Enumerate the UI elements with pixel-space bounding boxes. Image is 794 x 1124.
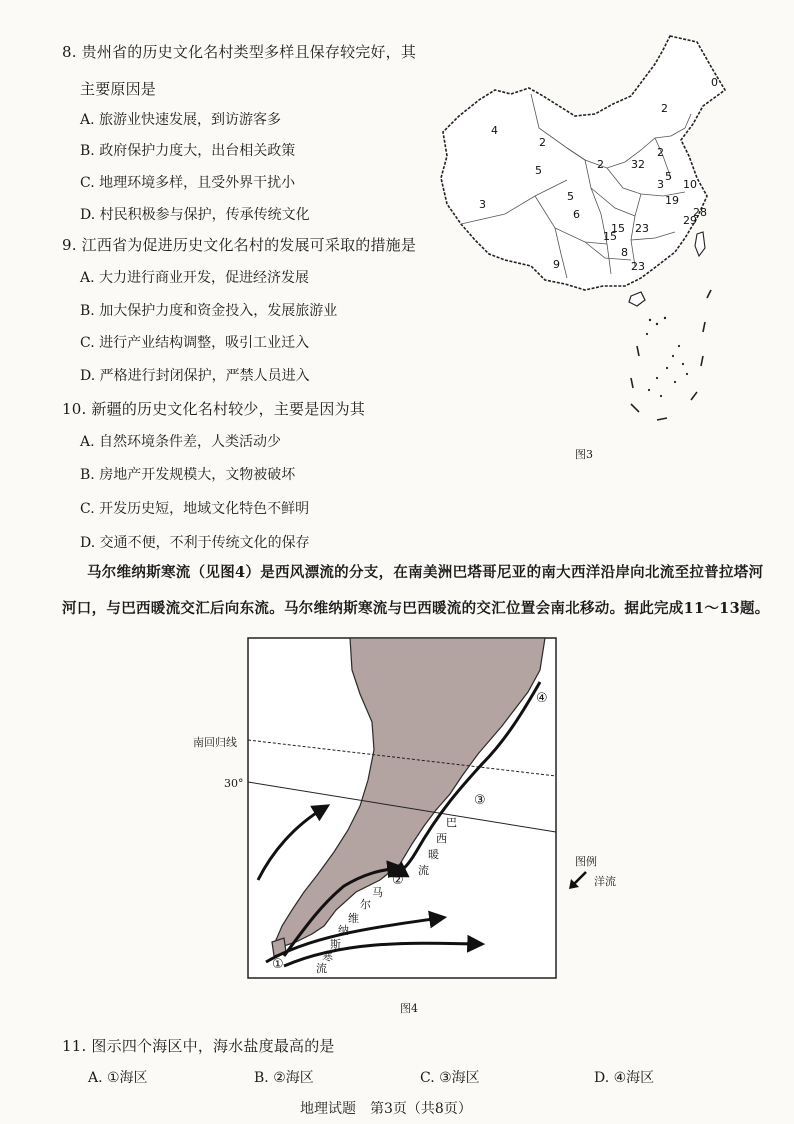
sea-area-marker: ② — [392, 873, 404, 888]
legend-title: 图例 — [575, 855, 597, 868]
figure4-caption: 图4 — [400, 1002, 418, 1015]
q10-option-c: C. 开发历史短，地域文化特色不鲜明 — [80, 501, 310, 517]
legend-current-label: 洋流 — [594, 875, 616, 888]
page-footer: 地理试题 第3页（共8页） — [300, 1101, 472, 1117]
province-number: 3 — [479, 198, 486, 211]
brazil-current-char: 暖 — [428, 848, 439, 861]
q8-option-c: C. 地理环境多样，且受外界干扰小 — [80, 175, 296, 191]
province-number: 32 — [631, 158, 645, 171]
nine-dash-line — [631, 290, 711, 420]
province-number: 0 — [711, 76, 718, 89]
q8-option-a: A. 旅游业快速发展，到访游客多 — [80, 112, 282, 128]
sea-area-marker: ④ — [536, 691, 548, 706]
province-number: 23 — [635, 222, 649, 235]
figure3-caption: 图3 — [575, 448, 593, 461]
q10-stem: 10. 新疆的历史文化名村较少，主要是因为其 — [62, 400, 366, 418]
china-outline — [441, 36, 725, 290]
brazil-current-char: 流 — [418, 864, 429, 877]
q11-option-d: D. ④海区 — [594, 1070, 655, 1086]
brazil-current-char: 巴 — [446, 816, 457, 829]
intro-line1: 马尔维纳斯寒流（见图4）是西风漂流的分支，在南美洲巴塔哥尼亚的南大西洋沿岸向北流至拉普拉塔河 — [87, 564, 764, 581]
intro-line2: 河口，与巴西暖流交汇后向东流。马尔维纳斯寒流与巴西暖流的交汇位置会南北移动。据此完成11～13题。 — [62, 600, 770, 617]
malvinas-current-char: 斯 — [330, 938, 341, 951]
tropic-label: 南回归线 — [193, 736, 237, 749]
figure4-south-america-map — [240, 630, 580, 990]
q9-stem: 9. 江西省为促进历史文化名村的发展可采取的措施是 — [62, 236, 417, 254]
province-number: 23 — [631, 260, 645, 273]
malvinas-current-char: 流 — [316, 962, 327, 975]
province-number: 4 — [491, 124, 498, 137]
province-number: 8 — [621, 246, 628, 259]
south-china-sea-islands — [646, 317, 688, 397]
q8-option-b: B. 政府保护力度大，出台相关政策 — [80, 143, 296, 159]
hainan-island — [629, 292, 645, 306]
q9-option-b: B. 加大保护力度和资金投入，发展旅游业 — [80, 303, 338, 319]
province-number: 2 — [597, 158, 604, 171]
malvinas-current-char: 马 — [372, 886, 383, 899]
province-number: 5 — [535, 164, 542, 177]
latitude-30-label: 30° — [224, 777, 244, 790]
q8-option-d: D. 村民积极参与保护，传承传统文化 — [80, 207, 310, 223]
q9-option-d: D. 严格进行封闭保护，严禁人员进入 — [80, 368, 310, 384]
sea-area-marker: ① — [272, 957, 284, 972]
malvinas-current-char: 尔 — [360, 898, 371, 911]
q8-stem-line1: 8. 贵州省的历史文化名村类型多样且保存较完好，其 — [62, 43, 417, 61]
q10-option-d: D. 交通不便，不利于传统文化的保存 — [80, 535, 310, 551]
malvinas-current-char: 维 — [348, 912, 359, 925]
q8-stem-line2: 主要原因是 — [80, 80, 157, 98]
taiwan-island — [695, 232, 705, 256]
q11-stem: 11. 图示四个海区中，海水盐度最高的是 — [62, 1037, 335, 1055]
malvinas-current-char: 寒 — [322, 950, 333, 963]
q10-option-b: B. 房地产开发规模大，文物被破坏 — [80, 467, 296, 483]
province-number: 5 — [665, 170, 672, 183]
province-number: 9 — [553, 258, 560, 271]
q11-option-b: B. ②海区 — [254, 1070, 314, 1086]
province-number: 28 — [693, 206, 707, 219]
legend-arrow-icon — [566, 868, 590, 892]
province-number: 3 — [657, 178, 664, 191]
brazil-current-char: 西 — [436, 832, 447, 845]
province-number: 29 — [683, 214, 697, 227]
province-number: 19 — [665, 194, 679, 207]
q9-option-c: C. 进行产业结构调整，吸引工业迁入 — [80, 335, 310, 351]
q11-option-c: C. ③海区 — [420, 1070, 480, 1086]
province-number: 6 — [573, 208, 580, 221]
province-number: 5 — [567, 190, 574, 203]
figure3-china-map — [435, 28, 735, 428]
province-number: 2 — [539, 136, 546, 149]
malvinas-current-char: 纳 — [338, 924, 349, 937]
province-number: 15 — [611, 222, 625, 235]
sea-area-marker: ③ — [474, 793, 486, 808]
province-number: 10 — [683, 178, 697, 191]
province-number: 15 — [603, 230, 617, 243]
q11-option-a: A. ①海区 — [88, 1070, 148, 1086]
q9-option-a: A. 大力进行商业开发，促进经济发展 — [80, 270, 310, 286]
province-number: 2 — [657, 146, 664, 159]
province-number: 2 — [661, 102, 668, 115]
q10-option-a: A. 自然环境条件差，人类活动少 — [80, 434, 282, 450]
